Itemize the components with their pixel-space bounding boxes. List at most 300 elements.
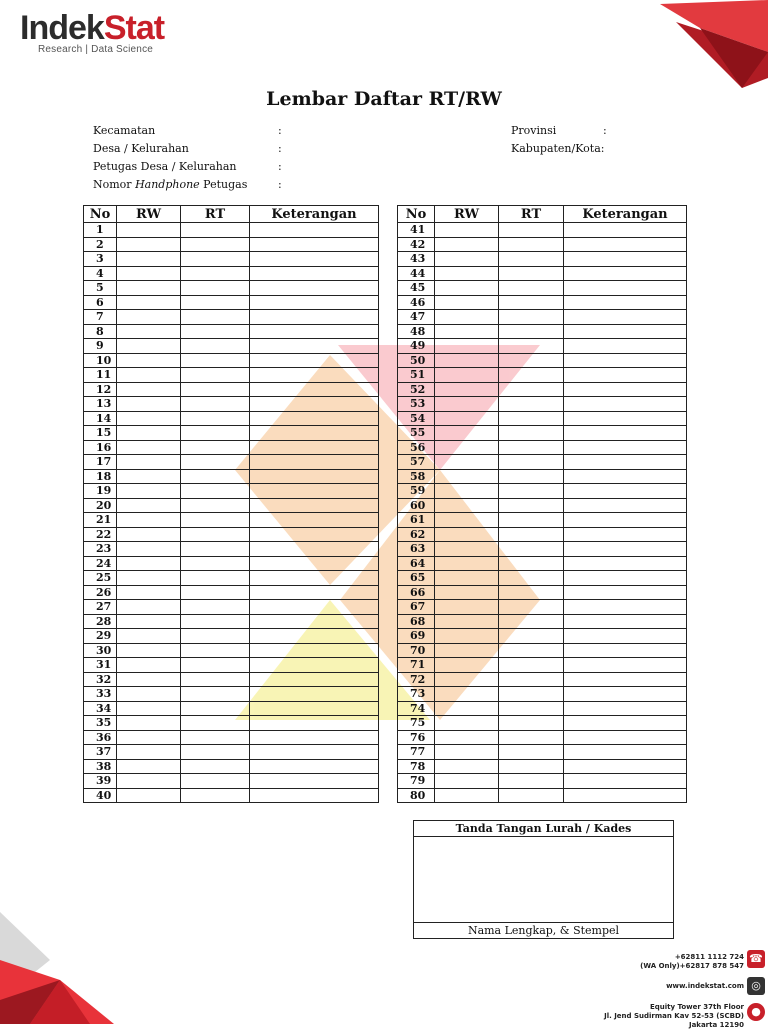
rt-cell[interactable] <box>181 774 250 789</box>
keterangan-cell[interactable] <box>250 266 379 281</box>
rw-cell[interactable] <box>435 730 499 745</box>
keterangan-cell[interactable] <box>564 295 687 310</box>
row-number: 79 <box>398 774 435 789</box>
rw-cell[interactable] <box>435 542 499 557</box>
rw-cell[interactable] <box>117 759 181 774</box>
rt-cell[interactable] <box>181 600 250 615</box>
rw-cell[interactable] <box>435 600 499 615</box>
keterangan-cell[interactable] <box>564 672 687 687</box>
signature-box[interactable] <box>413 820 674 939</box>
keterangan-cell[interactable] <box>564 556 687 571</box>
rw-cell[interactable] <box>117 353 181 368</box>
contact-website[interactable]: www.indekstat.com <box>666 982 744 990</box>
keterangan-cell[interactable] <box>564 716 687 731</box>
keterangan-cell[interactable] <box>564 397 687 412</box>
table-row <box>398 397 687 412</box>
rt-cell[interactable] <box>499 281 564 296</box>
rw-cell[interactable] <box>117 774 181 789</box>
rw-cell[interactable] <box>117 266 181 281</box>
rt-cell[interactable] <box>181 658 250 673</box>
rt-cell[interactable] <box>181 629 250 644</box>
rt-cell[interactable] <box>181 527 250 542</box>
rt-cell[interactable] <box>499 716 564 731</box>
rw-cell[interactable] <box>435 266 499 281</box>
rt-cell[interactable] <box>181 382 250 397</box>
keterangan-cell[interactable] <box>564 324 687 339</box>
rw-cell[interactable] <box>435 774 499 789</box>
rt-cell[interactable] <box>181 368 250 383</box>
row-number: 14 <box>84 411 117 426</box>
table-row <box>84 324 379 339</box>
rw-cell[interactable] <box>435 643 499 658</box>
rt-cell[interactable] <box>181 542 250 557</box>
keterangan-cell[interactable] <box>564 281 687 296</box>
rt-cell[interactable] <box>499 368 564 383</box>
rt-cell[interactable] <box>181 571 250 586</box>
rw-cell[interactable] <box>117 281 181 296</box>
keterangan-cell[interactable] <box>564 759 687 774</box>
signature-footer: Nama Lengkap, & Stempel <box>414 922 673 938</box>
rt-cell[interactable] <box>181 266 250 281</box>
table-row <box>84 716 379 731</box>
keterangan-cell[interactable] <box>250 382 379 397</box>
keterangan-cell[interactable] <box>564 310 687 325</box>
table-row <box>84 252 379 267</box>
row-number: 35 <box>84 716 117 731</box>
rt-cell[interactable] <box>181 237 250 252</box>
rw-cell[interactable] <box>117 745 181 760</box>
keterangan-cell[interactable] <box>250 310 379 325</box>
rt-cell[interactable] <box>181 759 250 774</box>
keterangan-cell[interactable] <box>564 455 687 470</box>
rt-cell[interactable] <box>499 759 564 774</box>
keterangan-cell[interactable] <box>250 571 379 586</box>
rt-cell[interactable] <box>499 687 564 702</box>
keterangan-cell[interactable] <box>250 440 379 455</box>
rt-cell[interactable] <box>181 614 250 629</box>
rt-cell[interactable] <box>499 382 564 397</box>
row-number: 57 <box>398 455 435 470</box>
keterangan-cell[interactable] <box>250 774 379 789</box>
rt-cell[interactable] <box>181 643 250 658</box>
row-number: 61 <box>398 513 435 528</box>
rt-cell[interactable] <box>499 629 564 644</box>
keterangan-cell[interactable] <box>250 281 379 296</box>
table-row <box>84 223 379 238</box>
row-number: 21 <box>84 513 117 528</box>
rw-cell[interactable] <box>435 759 499 774</box>
rw-cell[interactable] <box>117 411 181 426</box>
header-no: No <box>84 206 117 223</box>
rt-cell[interactable] <box>499 745 564 760</box>
rw-cell[interactable] <box>117 571 181 586</box>
table-row <box>84 745 379 760</box>
keterangan-cell[interactable] <box>250 397 379 412</box>
table-row <box>398 498 687 513</box>
row-number: 44 <box>398 266 435 281</box>
rt-cell[interactable] <box>499 295 564 310</box>
rw-cell[interactable] <box>117 397 181 412</box>
rt-cell[interactable] <box>181 339 250 354</box>
row-number: 51 <box>398 368 435 383</box>
rw-cell[interactable] <box>435 469 499 484</box>
keterangan-cell[interactable] <box>250 745 379 760</box>
keterangan-cell[interactable] <box>250 498 379 513</box>
rt-cell[interactable] <box>181 730 250 745</box>
rt-cell[interactable] <box>499 310 564 325</box>
rw-cell[interactable] <box>435 614 499 629</box>
rw-cell[interactable] <box>117 310 181 325</box>
rt-cell[interactable] <box>181 252 250 267</box>
row-number: 62 <box>398 527 435 542</box>
table-row <box>84 672 379 687</box>
rw-cell[interactable] <box>435 455 499 470</box>
rw-cell[interactable] <box>435 426 499 441</box>
rt-cell[interactable] <box>499 701 564 716</box>
table-row <box>398 455 687 470</box>
table-row <box>398 266 687 281</box>
rt-cell[interactable] <box>499 672 564 687</box>
table-row <box>398 513 687 528</box>
row-number: 75 <box>398 716 435 731</box>
rw-cell[interactable] <box>117 324 181 339</box>
keterangan-cell[interactable] <box>564 498 687 513</box>
keterangan-cell[interactable] <box>250 701 379 716</box>
rw-cell[interactable] <box>117 498 181 513</box>
keterangan-cell[interactable] <box>250 353 379 368</box>
rt-cell[interactable] <box>181 716 250 731</box>
rt-cell[interactable] <box>181 440 250 455</box>
rt-cell[interactable] <box>499 484 564 499</box>
rw-cell[interactable] <box>435 788 499 803</box>
table-row <box>84 368 379 383</box>
row-number: 55 <box>398 426 435 441</box>
keterangan-cell[interactable] <box>564 484 687 499</box>
rt-cell[interactable] <box>181 498 250 513</box>
table-row <box>84 542 379 557</box>
rt-cell[interactable] <box>181 469 250 484</box>
keterangan-cell[interactable] <box>250 411 379 426</box>
rt-cell[interactable] <box>181 672 250 687</box>
rw-cell[interactable] <box>435 687 499 702</box>
table-row <box>84 687 379 702</box>
keterangan-cell[interactable] <box>250 687 379 702</box>
row-number: 45 <box>398 281 435 296</box>
rt-cell[interactable] <box>499 542 564 557</box>
rw-cell[interactable] <box>117 223 181 238</box>
contact-address-2: Jl. Jend Sudirman Kav 52-53 (SCBD) <box>604 1012 744 1020</box>
rt-cell[interactable] <box>499 643 564 658</box>
table-row <box>84 585 379 600</box>
keterangan-cell[interactable] <box>250 339 379 354</box>
rw-cell[interactable] <box>117 426 181 441</box>
table-row <box>84 556 379 571</box>
rw-cell[interactable] <box>117 629 181 644</box>
rt-cell[interactable] <box>181 687 250 702</box>
rt-cell[interactable] <box>499 658 564 673</box>
rt-cell[interactable] <box>499 252 564 267</box>
keterangan-cell[interactable] <box>564 542 687 557</box>
keterangan-cell[interactable] <box>250 469 379 484</box>
rw-cell[interactable] <box>435 397 499 412</box>
rt-cell[interactable] <box>499 774 564 789</box>
keterangan-cell[interactable] <box>250 716 379 731</box>
keterangan-cell[interactable] <box>564 237 687 252</box>
rw-cell[interactable] <box>117 295 181 310</box>
keterangan-cell[interactable] <box>564 382 687 397</box>
keterangan-cell[interactable] <box>250 600 379 615</box>
rw-cell[interactable] <box>435 571 499 586</box>
header-rt: RT <box>181 206 250 223</box>
keterangan-cell[interactable] <box>250 658 379 673</box>
rw-cell[interactable] <box>117 440 181 455</box>
rt-cell[interactable] <box>181 310 250 325</box>
keterangan-cell[interactable] <box>564 745 687 760</box>
rw-cell[interactable] <box>435 237 499 252</box>
rw-cell[interactable] <box>117 600 181 615</box>
rw-cell[interactable] <box>435 513 499 528</box>
rw-cell[interactable] <box>117 455 181 470</box>
keterangan-cell[interactable] <box>564 774 687 789</box>
keterangan-cell[interactable] <box>564 411 687 426</box>
rw-cell[interactable] <box>435 368 499 383</box>
rw-cell[interactable] <box>117 716 181 731</box>
rw-cell[interactable] <box>117 368 181 383</box>
row-number: 67 <box>398 600 435 615</box>
rt-cell[interactable] <box>499 469 564 484</box>
rw-cell[interactable] <box>117 614 181 629</box>
rw-cell[interactable] <box>435 223 499 238</box>
keterangan-cell[interactable] <box>250 556 379 571</box>
rt-cell[interactable] <box>181 295 250 310</box>
rt-cell[interactable] <box>499 339 564 354</box>
table-row <box>398 368 687 383</box>
row-number: 38 <box>84 759 117 774</box>
rw-cell[interactable] <box>117 585 181 600</box>
rt-cell[interactable] <box>181 353 250 368</box>
rt-cell[interactable] <box>181 426 250 441</box>
keterangan-cell[interactable] <box>564 513 687 528</box>
rw-cell[interactable] <box>435 658 499 673</box>
table-row <box>84 266 379 281</box>
rt-cell[interactable] <box>499 571 564 586</box>
keterangan-cell[interactable] <box>250 527 379 542</box>
rt-cell[interactable] <box>181 397 250 412</box>
keterangan-cell[interactable] <box>564 527 687 542</box>
table-row <box>398 687 687 702</box>
keterangan-cell[interactable] <box>564 600 687 615</box>
rt-cell[interactable] <box>181 484 250 499</box>
keterangan-cell[interactable] <box>250 295 379 310</box>
keterangan-cell[interactable] <box>250 455 379 470</box>
keterangan-cell[interactable] <box>250 223 379 238</box>
rw-cell[interactable] <box>435 672 499 687</box>
rt-cell[interactable] <box>499 324 564 339</box>
rw-cell[interactable] <box>435 252 499 267</box>
table-row <box>398 614 687 629</box>
keterangan-cell[interactable] <box>250 252 379 267</box>
row-number: 70 <box>398 643 435 658</box>
table-row <box>398 223 687 238</box>
rw-cell[interactable] <box>117 658 181 673</box>
rt-cell[interactable] <box>499 223 564 238</box>
rw-cell[interactable] <box>117 237 181 252</box>
keterangan-cell[interactable] <box>250 585 379 600</box>
rt-cell[interactable] <box>499 527 564 542</box>
keterangan-cell[interactable] <box>250 643 379 658</box>
rw-cell[interactable] <box>117 527 181 542</box>
rw-cell[interactable] <box>117 484 181 499</box>
keterangan-cell[interactable] <box>564 585 687 600</box>
rw-cell[interactable] <box>435 440 499 455</box>
rw-cell[interactable] <box>435 701 499 716</box>
table-row <box>84 440 379 455</box>
keterangan-cell[interactable] <box>250 484 379 499</box>
rt-cell[interactable] <box>181 513 250 528</box>
rt-cell[interactable] <box>181 585 250 600</box>
rw-cell[interactable] <box>117 382 181 397</box>
rw-cell[interactable] <box>435 745 499 760</box>
table-row <box>84 571 379 586</box>
keterangan-cell[interactable] <box>250 614 379 629</box>
keterangan-cell[interactable] <box>250 237 379 252</box>
keterangan-cell[interactable] <box>564 730 687 745</box>
keterangan-cell[interactable] <box>250 368 379 383</box>
keterangan-cell[interactable] <box>250 730 379 745</box>
header-rt: RT <box>499 206 564 223</box>
rt-cell[interactable] <box>499 614 564 629</box>
rw-cell[interactable] <box>117 643 181 658</box>
keterangan-cell[interactable] <box>250 672 379 687</box>
field-kabupaten-text: Kabupaten/Kota <box>511 142 601 155</box>
keterangan-cell[interactable] <box>250 426 379 441</box>
rt-cell[interactable] <box>181 411 250 426</box>
rt-cell[interactable] <box>181 324 250 339</box>
rt-cell[interactable] <box>499 498 564 513</box>
keterangan-cell[interactable] <box>250 324 379 339</box>
keterangan-cell[interactable] <box>564 252 687 267</box>
keterangan-cell[interactable] <box>250 513 379 528</box>
row-number: 36 <box>84 730 117 745</box>
row-number: 19 <box>84 484 117 499</box>
table-row <box>398 411 687 426</box>
rw-cell[interactable] <box>435 498 499 513</box>
keterangan-cell[interactable] <box>564 426 687 441</box>
rw-cell[interactable] <box>435 629 499 644</box>
table-row <box>398 629 687 644</box>
rw-cell[interactable] <box>435 716 499 731</box>
rt-cell[interactable] <box>181 788 250 803</box>
keterangan-cell[interactable] <box>564 643 687 658</box>
rt-cell[interactable] <box>499 426 564 441</box>
rw-cell[interactable] <box>435 353 499 368</box>
rw-cell[interactable] <box>435 295 499 310</box>
rt-cell[interactable] <box>181 701 250 716</box>
keterangan-cell[interactable] <box>564 658 687 673</box>
rw-cell[interactable] <box>435 339 499 354</box>
keterangan-cell[interactable] <box>564 223 687 238</box>
rt-cell[interactable] <box>499 556 564 571</box>
keterangan-cell[interactable] <box>564 368 687 383</box>
rt-cell[interactable] <box>181 281 250 296</box>
rt-cell[interactable] <box>499 353 564 368</box>
rt-cell[interactable] <box>499 266 564 281</box>
rw-cell[interactable] <box>117 513 181 528</box>
rt-cell[interactable] <box>499 730 564 745</box>
rw-cell[interactable] <box>117 469 181 484</box>
rw-cell[interactable] <box>117 556 181 571</box>
rw-cell[interactable] <box>435 411 499 426</box>
rw-cell[interactable] <box>435 324 499 339</box>
rw-cell[interactable] <box>117 339 181 354</box>
row-number: 29 <box>84 629 117 644</box>
keterangan-cell[interactable] <box>250 542 379 557</box>
rt-cell[interactable] <box>181 745 250 760</box>
keterangan-cell[interactable] <box>564 687 687 702</box>
table-row <box>84 527 379 542</box>
rt-cell[interactable] <box>499 788 564 803</box>
rt-cell[interactable] <box>499 585 564 600</box>
rt-cell[interactable] <box>499 397 564 412</box>
field-desa-label: Desa / Kelurahan <box>93 142 189 155</box>
rw-cell[interactable] <box>117 252 181 267</box>
rw-cell[interactable] <box>435 556 499 571</box>
keterangan-cell[interactable] <box>564 614 687 629</box>
table-row <box>84 629 379 644</box>
keterangan-cell[interactable] <box>564 339 687 354</box>
rt-cell[interactable] <box>181 455 250 470</box>
rt-cell[interactable] <box>499 440 564 455</box>
rw-cell[interactable] <box>435 281 499 296</box>
rt-cell[interactable] <box>499 600 564 615</box>
keterangan-cell[interactable] <box>564 629 687 644</box>
rw-cell[interactable] <box>117 730 181 745</box>
rt-cell[interactable] <box>181 556 250 571</box>
rw-cell[interactable] <box>117 701 181 716</box>
rw-cell[interactable] <box>435 310 499 325</box>
rw-cell[interactable] <box>435 585 499 600</box>
keterangan-cell[interactable] <box>250 759 379 774</box>
rt-cell[interactable] <box>499 455 564 470</box>
rw-cell[interactable] <box>117 672 181 687</box>
rt-cell[interactable] <box>499 237 564 252</box>
keterangan-cell[interactable] <box>564 788 687 803</box>
keterangan-cell[interactable] <box>564 266 687 281</box>
rt-cell[interactable] <box>499 411 564 426</box>
keterangan-cell[interactable] <box>564 353 687 368</box>
row-number: 27 <box>84 600 117 615</box>
rt-cell[interactable] <box>181 223 250 238</box>
keterangan-cell[interactable] <box>564 469 687 484</box>
keterangan-cell[interactable] <box>564 571 687 586</box>
keterangan-cell[interactable] <box>250 788 379 803</box>
table-row <box>84 397 379 412</box>
rw-cell[interactable] <box>435 382 499 397</box>
rw-cell[interactable] <box>117 788 181 803</box>
rw-cell[interactable] <box>435 527 499 542</box>
keterangan-cell[interactable] <box>564 701 687 716</box>
rw-cell[interactable] <box>435 484 499 499</box>
keterangan-cell[interactable] <box>250 629 379 644</box>
keterangan-cell[interactable] <box>564 440 687 455</box>
rw-cell[interactable] <box>117 542 181 557</box>
field-handphone-colon: : <box>278 178 282 191</box>
table-row <box>398 252 687 267</box>
table-row <box>84 643 379 658</box>
rt-cell[interactable] <box>499 513 564 528</box>
table-row <box>84 498 379 513</box>
rw-cell[interactable] <box>117 687 181 702</box>
